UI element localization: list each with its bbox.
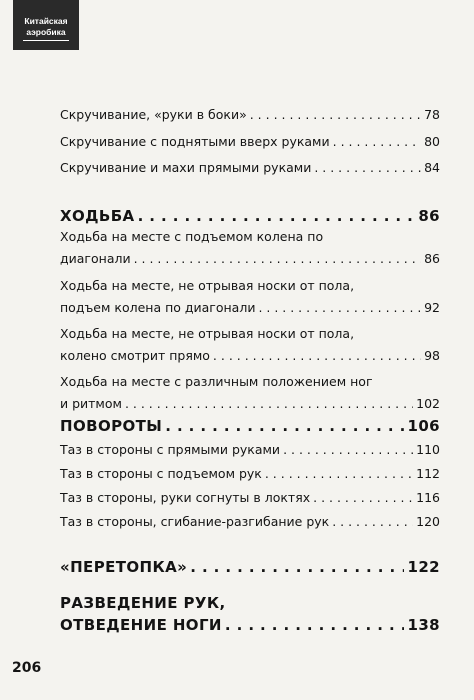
toc-entry-page: 110 (416, 442, 440, 457)
toc-entry[interactable] (60, 131, 440, 153)
toc-section-title: «ПЕРЕТОПКА» (60, 558, 188, 576)
toc-entry-title: Таз в стороны с подъемом рук (60, 466, 262, 481)
toc-entry-page: 80 (424, 134, 440, 149)
toc-entry-title: Скручивание, «руки в боки» (60, 107, 247, 122)
toc-entry-title-line-1: Ходьба на месте с подъемом колена по (60, 229, 324, 244)
toc-entry[interactable] (60, 463, 440, 485)
toc-entry-page: 116 (416, 490, 440, 505)
toc-leader-dots (332, 511, 413, 533)
toc-section-page: 138 (407, 616, 440, 634)
toc-section-title: ХОДЬБА (60, 207, 135, 225)
book-title-line-1: Китайская (24, 16, 68, 26)
toc-entry-page: 86 (424, 251, 440, 266)
toc-section[interactable] (60, 415, 440, 437)
toc-section-title-line-2: ОТВЕДЕНИЕ НОГИ (60, 616, 222, 634)
toc-entry[interactable] (60, 275, 440, 319)
book-title-line-2: аэробика (26, 27, 66, 37)
toc-entry[interactable] (60, 487, 440, 509)
toc-entry-page: 102 (416, 396, 440, 411)
toc-entry-page: 92 (424, 300, 440, 315)
toc-leader-dots (258, 297, 421, 319)
toc-entry-page: 98 (424, 348, 440, 363)
toc-entry-title: Скручивание с поднятыми вверх руками (60, 134, 330, 149)
toc-section-page: 106 (407, 417, 440, 435)
toc-leader-dots (165, 415, 404, 437)
toc-section[interactable] (60, 592, 440, 636)
toc-section-title-line-1: РАЗВЕДЕНИЕ РУК, (60, 594, 226, 612)
book-title-tab (13, 0, 79, 50)
toc-leader-dots (313, 487, 413, 509)
toc-entry-title-line-2: диагонали (60, 251, 131, 266)
page-number: 206 (12, 660, 42, 676)
toc-leader-dots (314, 157, 421, 179)
toc-leader-dots (138, 205, 416, 227)
toc-leader-dots (333, 131, 421, 153)
toc-section[interactable] (60, 205, 440, 227)
toc-leader-dots (134, 248, 422, 270)
toc-section-page: 122 (407, 558, 440, 576)
toc-section-page: 86 (418, 207, 440, 225)
toc-section[interactable] (60, 556, 440, 578)
toc-leader-dots (225, 614, 405, 636)
toc-entry-page: 112 (416, 466, 440, 481)
toc-entry[interactable] (60, 104, 440, 126)
toc-entry-title-line-1: Ходьба на месте с различным положением ног (60, 374, 373, 389)
toc-leader-dots (125, 393, 413, 415)
toc-entry-page: 78 (424, 107, 440, 122)
toc-entry-title-line-1: Ходьба на месте, не отрывая носки от пола, (60, 326, 355, 341)
toc-entry-page: 84 (424, 160, 440, 175)
toc-entry[interactable] (60, 371, 440, 415)
toc-leader-dots (250, 104, 421, 126)
toc-entry[interactable] (60, 439, 440, 461)
toc-entry-title-line-1: Ходьба на месте, не отрывая носки от пола, (60, 278, 355, 293)
toc-leader-dots (283, 439, 413, 461)
toc-entry-page: 120 (416, 514, 440, 529)
toc-entry-title: Скручивание и махи прямыми руками (60, 160, 312, 175)
toc-entry-title-line-2: колено смотрит прямо (60, 348, 210, 363)
toc-entry-title: Таз в стороны, руки согнуты в локтях (60, 490, 311, 505)
toc-entry-title: Таз в стороны с прямыми руками (60, 442, 281, 457)
toc-leader-dots (265, 463, 413, 485)
toc-entry-title-line-2: и ритмом (60, 396, 122, 411)
toc-entry[interactable] (60, 511, 440, 533)
toc-entry-title-line-2: подъем колена по диагонали (60, 300, 256, 315)
toc-entry[interactable] (60, 323, 440, 367)
toc-section-title: ПОВОРОТЫ (60, 417, 163, 435)
toc-leader-dots (213, 345, 421, 367)
tab-underline (23, 40, 69, 42)
toc-entry-title: Таз в стороны, сгибание-разгибание рук (60, 514, 330, 529)
toc-entry[interactable] (60, 157, 440, 179)
toc-leader-dots (190, 556, 404, 578)
toc-entry[interactable] (60, 226, 440, 270)
